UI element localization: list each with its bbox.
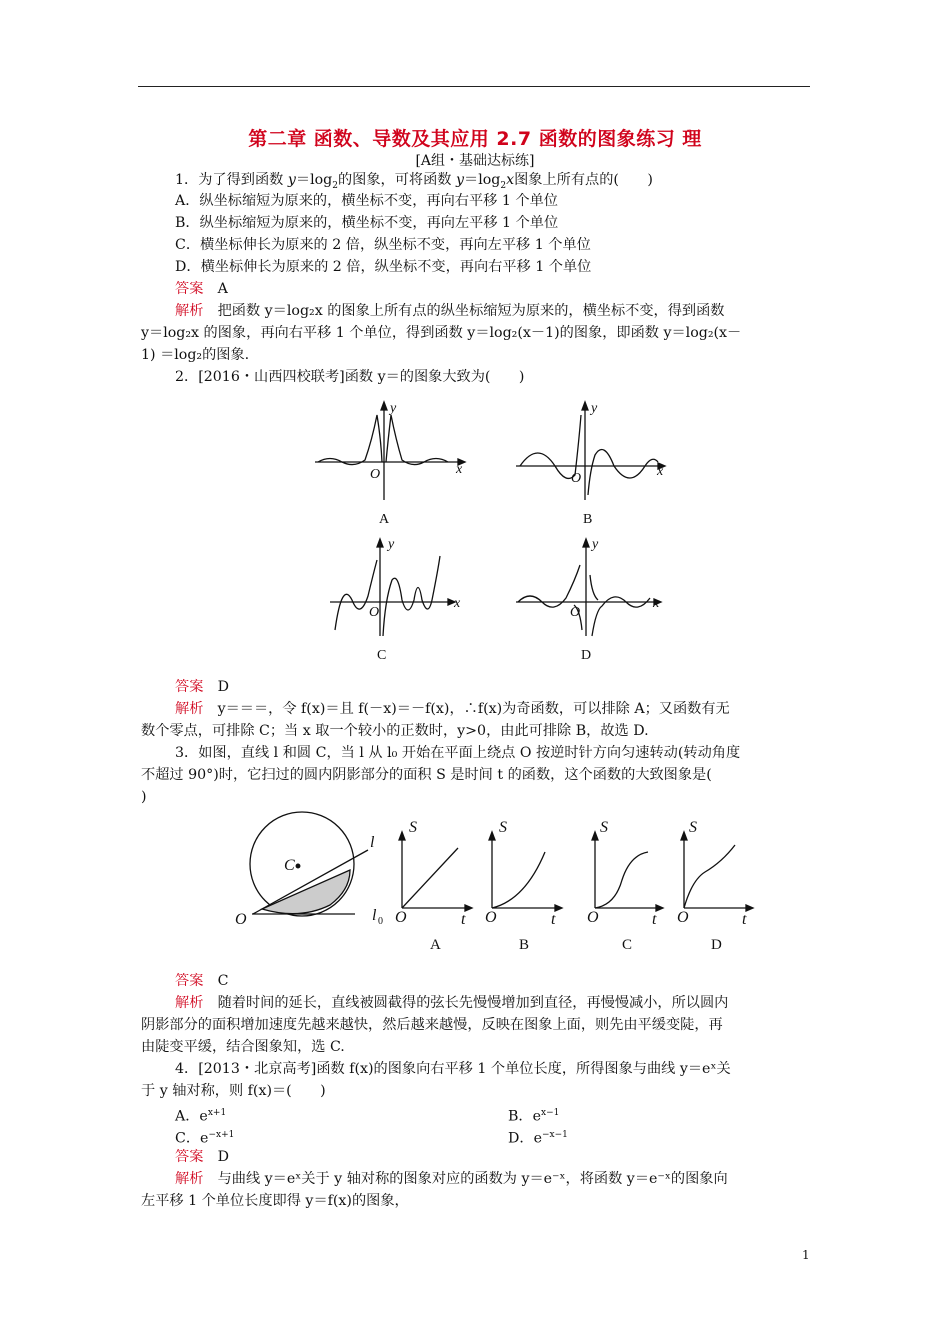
q2-b-y: y <box>591 401 598 416</box>
q4-analysis-line-2: 左平移 1 个单位长度即得 y＝f(x)的图象， <box>141 1193 409 1209</box>
q2-d-x: x <box>653 596 660 611</box>
q2-label-b: B <box>583 512 593 527</box>
svg-text:O: O <box>395 909 407 926</box>
q3-label-c: C <box>622 937 633 953</box>
svg-text:O: O <box>485 909 497 926</box>
q2-stem: 2．[2016・山西四校联考]函数 y＝的图象大致为( ) <box>175 369 525 385</box>
q2-b-x: x <box>657 464 664 479</box>
q2-graph-b <box>516 402 665 500</box>
svg-text:S: S <box>499 819 507 836</box>
q2-label-a: A <box>379 512 390 527</box>
q2-c-x: x <box>454 596 461 611</box>
group-label: [A组・基础达标练] <box>415 153 535 169</box>
q1-stem: 1．为了得到函数 $y=\log_2$的图象，可将函数 $y=\log_2x$图象上所有点的( ) <box>175 172 653 191</box>
q1-analysis-line-1: 解析 把函数 y＝log₂x 的图象上所有点的纵坐标缩短为原来的，横坐标不变，得到函数 <box>175 303 725 319</box>
q3-base-sub: 0 <box>378 916 383 927</box>
q3-analysis-line-3: 由陡变平缓，结合图象知，选 C. <box>141 1039 345 1055</box>
q1-option-c: C．横坐标伸长为原来的 2 倍，纵坐标不变，再向左平移 1 个单位 <box>175 237 591 253</box>
svg-text:S: S <box>409 819 417 836</box>
q2-graphs <box>0 395 950 675</box>
q1-option-a: A．纵坐标缩短为原来的，横坐标不变，再向右平移 1 个单位 <box>175 193 558 209</box>
q4-answer: 答案 D <box>175 1149 229 1165</box>
q3-analysis-line-1: 解析 随着时间的延长，直线被圆截得的弦长先慢慢增加到直径，再慢慢减小，所以圆内 <box>175 995 729 1011</box>
q2-a-origin: O <box>370 467 381 482</box>
svg-text:S: S <box>689 819 697 836</box>
svg-text:t: t <box>742 911 747 928</box>
header-rule <box>138 86 810 87</box>
q2-d-origin: O <box>570 605 581 620</box>
svg-text:S: S <box>600 819 608 836</box>
q3-shaded-region <box>262 870 350 914</box>
q3-line-label: l <box>370 834 375 851</box>
q2-graph-a <box>315 402 465 500</box>
q1-analysis-line-3: 1) ＝log₂的图象. <box>141 347 250 363</box>
q3-figure <box>0 810 950 960</box>
q1-option-b: B．纵坐标缩短为原来的，横坐标不变，再向左平移 1 个单位 <box>175 215 559 231</box>
q2-answer: 答案 D <box>175 679 229 695</box>
q3-stem-line-3: ) <box>141 789 147 805</box>
q3-analysis-line-2: 阴影部分的面积增加速度先越来越快，然后越来越慢，反映在图象上面，则先由平缓变陡，再 <box>141 1017 723 1033</box>
q4-option-b: B．$e^{x-1}$ <box>508 1108 560 1125</box>
q4-analysis-line-1: 解析 与曲线 y＝eˣ关于 y 轴对称的图象对应的函数为 y＝e⁻ˣ，将函数 y＝e⁻ˣ的图象向 <box>175 1171 728 1187</box>
q2-graph-d <box>516 539 661 636</box>
q3-label-b: B <box>519 937 530 953</box>
q1-analysis-line-2: y＝log₂x 的图象，再向右平移 1 个单位，得到函数 y＝log₂(x－1)的图象，即函数 y＝log₂(x－ <box>141 325 742 341</box>
q2-c-origin: O <box>369 605 380 620</box>
q3-circle-label: C <box>284 857 295 874</box>
q2-d-y: y <box>592 537 599 552</box>
q3-label-d: D <box>711 937 722 953</box>
q4-stem-line-2: 于 y 轴对称，则 f(x)＝( ) <box>141 1083 326 1099</box>
q3-fig-origin: O <box>235 911 247 928</box>
page-title: 第二章 函数、导数及其应用 2.7 函数的图象练习 理 <box>248 128 702 150</box>
q3-label-a: A <box>430 937 441 953</box>
q2-label-d: D <box>581 648 592 663</box>
q4-option-a: A．$e^{x+1}$ <box>175 1108 227 1125</box>
q2-label-c: C <box>377 648 387 663</box>
q4-option-c: C．$e^{-x+1}$ <box>175 1130 235 1147</box>
svg-text:O: O <box>587 909 599 926</box>
q2-a-y: y <box>390 401 397 416</box>
q3-stem-line-2: 不超过 90°)时，它扫过的圆内阴影部分的面积 S 是时间 t 的函数，这个函数的大致图象是( <box>141 767 712 783</box>
svg-text:t: t <box>652 911 657 928</box>
q4-stem-line-1: 4．[2013・北京高考]函数 f(x)的图象向右平移 1 个单位长度，所得图象与曲线 y＝eˣ关 <box>175 1061 731 1077</box>
q3-base-label: l <box>372 907 377 924</box>
svg-text:t: t <box>461 911 466 928</box>
q3-answer: 答案 C <box>175 973 229 989</box>
q2-b-origin: O <box>571 471 582 486</box>
q2-graph-c <box>330 539 455 636</box>
q2-analysis-line-2: 数个零点，可排除 C；当 x 取一个较小的正数时，y>0，由此可排除 B，故选 D. <box>141 723 649 739</box>
q3-stem-line-1: 3．如图，直线 l 和圆 C，当 l 从 l₀ 开始在平面上绕点 O 按逆时针方向匀速转动(转动角度 <box>175 745 741 761</box>
q1-answer: 答案 A <box>175 281 228 297</box>
svg-text:O: O <box>677 909 689 926</box>
svg-text:t: t <box>551 911 556 928</box>
q4-option-d: D．$e^{-x-1}$ <box>508 1130 568 1147</box>
q2-analysis-line-1: 解析 y＝＝＝，令 f(x)＝且 f(－x)＝－f(x)，∴f(x)为奇函数，可以排除 A；又函数有无 <box>175 701 730 717</box>
q2-a-x: x <box>456 462 463 477</box>
q2-c-y: y <box>388 537 395 552</box>
q1-option-d: D．横坐标伸长为原来的 2 倍，纵坐标不变，再向右平移 1 个单位 <box>175 259 592 275</box>
page-number: 1 <box>802 1248 810 1262</box>
